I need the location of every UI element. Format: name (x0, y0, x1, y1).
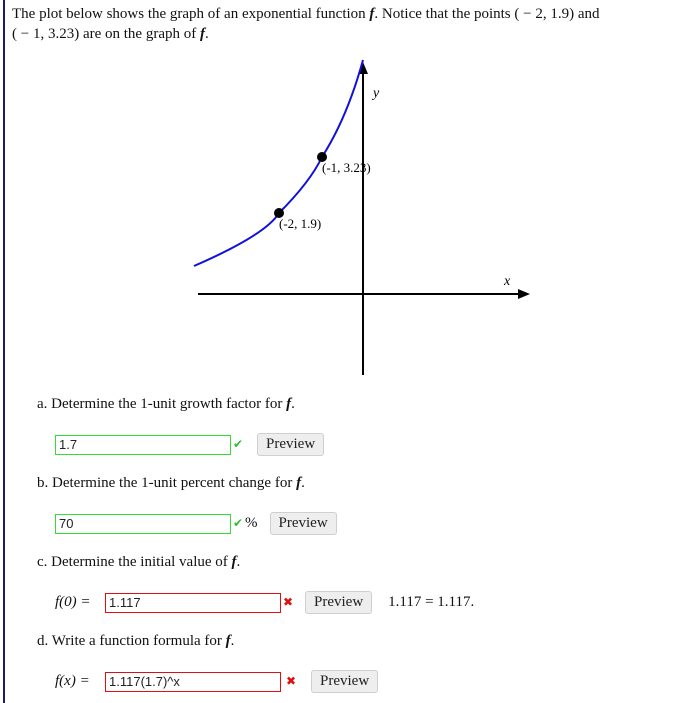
exponential-graph (180, 50, 540, 380)
percent-unit: % (245, 515, 258, 531)
function-name: f (225, 633, 231, 649)
page-border (3, 0, 5, 703)
question-text: . (301, 475, 305, 491)
point-1: ( − 2, 1.9) (514, 6, 575, 22)
preview-button-a[interactable]: Preview (257, 433, 324, 456)
growth-factor-input[interactable] (55, 435, 231, 455)
problem-intro (12, 4, 672, 44)
intro-text: . Notice that the points (374, 6, 511, 22)
preview-button-c[interactable]: Preview (305, 591, 372, 614)
point-label: (-1, 3.23) (322, 160, 371, 175)
incorrect-x-icon: ✖ (285, 674, 297, 688)
answer-row-c (55, 591, 474, 614)
initial-value-input[interactable] (105, 593, 281, 613)
function-name: f (231, 554, 237, 570)
answer-row-a (55, 433, 324, 456)
question-text: . (291, 396, 295, 412)
question-c (37, 554, 240, 571)
preview-button-d[interactable]: Preview (311, 670, 378, 693)
question-d (37, 633, 234, 650)
point-label: (-2, 1.9) (279, 216, 322, 231)
answer-row-d (55, 670, 378, 693)
question-a (37, 396, 295, 413)
fx-label: f(x) = (55, 673, 90, 689)
x-axis-arrow-icon (518, 289, 530, 299)
percent-change-input[interactable] (55, 514, 231, 534)
intro-text: are on the graph of (82, 26, 197, 42)
question-text: b. Determine the 1-unit percent change for (37, 475, 293, 491)
function-name: f (369, 6, 375, 22)
intro-text: . (205, 26, 209, 42)
intro-text: and (577, 6, 600, 22)
question-text: . (230, 633, 235, 649)
question-text: c. Determine the initial value of (37, 554, 228, 570)
function-name: f (200, 26, 205, 42)
point-2: ( − 1, 3.23) (12, 26, 80, 42)
question-text: a. Determine the 1-unit growth factor for (37, 396, 283, 412)
answer-row-b (55, 512, 337, 535)
question-b (37, 475, 305, 492)
preview-button-b[interactable]: Preview (270, 512, 337, 535)
f0-label: f(0) = (55, 594, 91, 610)
preview-result: 1.117 = 1.117. (388, 594, 475, 610)
y-axis-label: y (373, 86, 380, 101)
function-formula-input[interactable] (105, 672, 281, 692)
intro-text: The plot below shows the graph of an exponential function (12, 6, 366, 22)
incorrect-x-icon: ✖ (282, 595, 294, 609)
correct-check-icon: ✔ (232, 437, 244, 451)
correct-check-icon: ✔ (232, 516, 244, 530)
question-text: d. Write a function formula for (37, 633, 222, 649)
function-name: f (296, 475, 302, 491)
question-text: . (236, 554, 241, 570)
x-axis-label: x (504, 274, 511, 289)
function-name: f (286, 396, 292, 412)
